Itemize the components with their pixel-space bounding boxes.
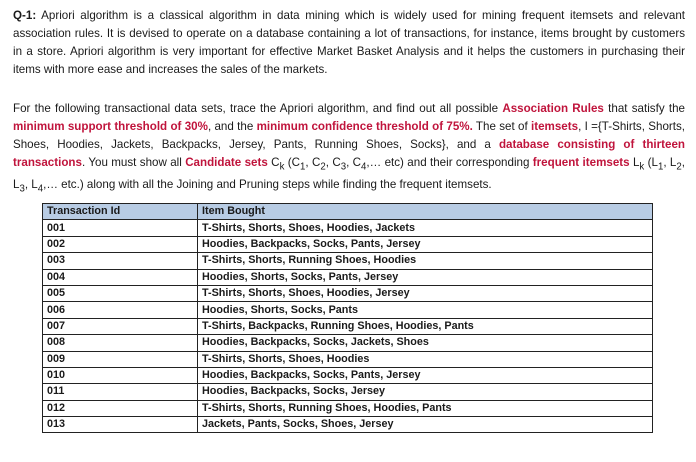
items-bought-cell: Hoodies, Backpacks, Socks, Pants, Jersey — [198, 236, 653, 252]
question-label: Q-1: — [13, 9, 37, 22]
header-item-bought: Item Bought — [198, 204, 653, 220]
highlight-database: database consisting of thirteen transactions — [13, 138, 685, 169]
task-text: (L — [644, 156, 658, 169]
table-row — [43, 367, 653, 383]
header-transaction-id: Transaction Id — [43, 204, 198, 220]
task-text: , L — [24, 178, 38, 192]
table-row — [43, 285, 653, 301]
subscript: 2 — [676, 161, 682, 173]
subscript: k — [639, 161, 645, 173]
subscript: 4 — [361, 161, 367, 173]
items-bought-cell: T-Shirts, Shorts, Running Shoes, Hoodies, Pants — [198, 400, 653, 416]
task-text: , L — [663, 156, 677, 169]
transaction-id-cell: 003 — [43, 253, 198, 269]
subscript: 4 — [37, 183, 44, 195]
items-bought-cell: Hoodies, Backpacks, Socks, Jersey — [198, 384, 653, 400]
items-bought-cell: T-Shirts, Shorts, Shoes, Hoodies, Jackets — [198, 220, 653, 236]
highlight-candidate-sets: Candidate sets — [185, 156, 268, 169]
transaction-id-cell: 008 — [43, 335, 198, 351]
task-text: . You must show all — [81, 156, 186, 169]
table-row — [43, 318, 653, 334]
task-text: , L — [13, 156, 685, 192]
highlight-association-rules: Association Rules — [502, 102, 604, 115]
highlight-frequent-itemsets: frequent itemsets — [532, 156, 630, 169]
transaction-id-cell: 004 — [43, 269, 198, 285]
task-text: ,… etc) and their corresponding — [366, 156, 533, 169]
subscript: 2 — [320, 161, 326, 173]
table-row — [43, 253, 653, 269]
table-row — [43, 269, 653, 285]
task-text: , C — [346, 156, 362, 169]
question-intro-paragraph — [13, 7, 685, 79]
items-bought-cell: T-Shirts, Shorts, Running Shoes, Hoodies — [198, 253, 653, 269]
task-text: , C — [305, 156, 321, 169]
items-bought-cell: Hoodies, Backpacks, Socks, Pants, Jersey — [198, 367, 653, 383]
subscript: 3 — [340, 161, 347, 173]
transactions-table — [42, 203, 653, 433]
items-bought-cell: T-Shirts, Shorts, Shoes, Hoodies, Jersey — [198, 285, 653, 301]
highlight-itemsets: itemsets — [531, 120, 579, 133]
table-row — [43, 302, 653, 318]
items-bought-cell: Hoodies, Backpacks, Socks, Jackets, Shoes — [198, 335, 653, 351]
items-bought-cell: T-Shirts, Backpacks, Running Shoes, Hoodies, Pants — [198, 318, 653, 334]
task-paragraph — [13, 100, 685, 199]
table-row — [43, 384, 653, 400]
transaction-id-cell: 011 — [43, 384, 198, 400]
table-row — [43, 220, 653, 236]
task-text: C — [267, 156, 280, 169]
transaction-id-cell: 005 — [43, 285, 198, 301]
table-body — [43, 220, 653, 433]
task-text: , and the — [207, 120, 257, 133]
task-text: ,… etc.) along with all the Joining and Pruning steps while finding the frequent itemsets. — [43, 178, 492, 192]
task-text: that satisfy the — [603, 102, 685, 115]
items-bought-cell: Jackets, Pants, Socks, Shoes, Jersey — [198, 417, 653, 433]
task-text: , I ={T-Shirts, Shorts, Shoes, Hoodies, Jackets, Backpacks, Jersey, Pants, Running Shoes, Socks}, and a — [13, 120, 686, 151]
table-row — [43, 236, 653, 252]
highlight-min-support: minimum support threshold of 30% — [13, 120, 208, 133]
task-text: , C — [325, 156, 341, 169]
task-text: The set of — [472, 120, 532, 133]
table-row — [43, 351, 653, 367]
subscript: k — [279, 161, 285, 173]
transaction-id-cell: 010 — [43, 367, 198, 383]
subscript: 1 — [657, 161, 664, 173]
table-header-row — [43, 204, 653, 220]
highlight-min-confidence: minimum confidence threshold of 75%. — [256, 120, 473, 133]
transaction-id-cell: 009 — [43, 351, 198, 367]
items-bought-cell: Hoodies, Shorts, Socks, Pants — [198, 302, 653, 318]
task-text: L — [629, 156, 640, 169]
subscript: 1 — [300, 161, 306, 173]
transaction-id-cell: 002 — [43, 236, 198, 252]
table-row — [43, 417, 653, 433]
transaction-id-cell: 001 — [43, 220, 198, 236]
transaction-id-cell: 006 — [43, 302, 198, 318]
subscript: 3 — [19, 183, 25, 195]
task-text: (C — [284, 156, 300, 169]
table-row — [43, 335, 653, 351]
transaction-id-cell: 007 — [43, 318, 198, 334]
items-bought-cell: Hoodies, Shorts, Socks, Pants, Jersey — [198, 269, 653, 285]
transaction-id-cell: 013 — [43, 417, 198, 433]
table-row — [43, 400, 653, 416]
transaction-id-cell: 012 — [43, 400, 198, 416]
items-bought-cell: T-Shirts, Shorts, Shoes, Hoodies — [198, 351, 653, 367]
question-intro-text: Apriori algorithm is a classical algorithm in data mining which is widely used for mining frequent itemsets and relevant association rules. It is devised to operate on a database containing a lot of transactions, for instance, items brought by customers in a store. Apriori algorithm is very important for effective Market Basket Analysis and it helps the customers in purchasing their items with more ease and increases the sales of the markets. — [13, 9, 685, 76]
task-text: For the following transactional data sets, trace the Apriori algorithm, and find out all possible — [13, 102, 503, 115]
